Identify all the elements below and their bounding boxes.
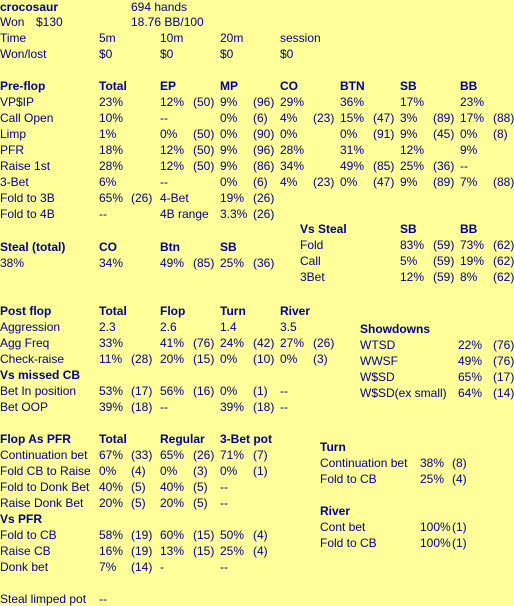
missed-cb-cell: (1) — [253, 384, 268, 398]
showdown-count: (17) — [493, 370, 514, 384]
postflop-col-header: Flop — [160, 304, 186, 318]
vs-steal-row-label: 3Bet — [300, 270, 325, 284]
preflop-cell: 4% — [280, 111, 298, 125]
time-col-header: session — [280, 31, 321, 45]
preflop-cell: 49% — [340, 159, 365, 173]
missed-cb-row-label: Bet In position — [0, 384, 77, 398]
bb-per-100: 18.76 BB/100 — [131, 15, 204, 29]
preflop-row-label: Call Open — [0, 111, 54, 125]
vs-pfr-cell: (4) — [253, 528, 268, 542]
postflop-cell: 33% — [99, 336, 124, 350]
postflop-cell: (42) — [253, 336, 275, 350]
vs-pfr-cell: (19) — [131, 528, 153, 542]
fold4b-label: Fold to 4B — [0, 207, 55, 221]
river-row-label: Cont bet — [320, 520, 366, 534]
steal-total-title: Steal (total) — [0, 240, 66, 254]
postflop-col-header: Total — [99, 304, 127, 318]
vs-pfr-cell: -- — [220, 560, 228, 574]
preflop-cell: (50) — [193, 159, 215, 173]
missed-cb-cell: 56% — [160, 384, 185, 398]
fold3b-label: Fold to 3B — [0, 191, 55, 205]
postflop-cell: 27% — [280, 336, 305, 350]
preflop-cell: 0% — [340, 127, 358, 141]
flop-pfr-cell: 20% — [160, 496, 185, 510]
flop-pfr-cell: (33) — [131, 448, 153, 462]
preflop-cell: (50) — [193, 95, 215, 109]
vs-steal-row-label: Call — [300, 254, 321, 268]
showdown-value: 64% — [458, 386, 483, 400]
vs-steal-cell: 12% — [400, 270, 425, 284]
vs-pfr-cell: 16% — [99, 544, 124, 558]
preflop-col-header: BTN — [340, 79, 365, 93]
postflop-row-label: Check-raise — [0, 352, 65, 366]
time-col-header: 10m — [160, 31, 184, 45]
preflop-title: Pre-flop — [0, 79, 46, 93]
postflop-cell: 0% — [220, 352, 238, 366]
preflop-cell: (89) — [433, 175, 455, 189]
preflop-cell: 23% — [99, 95, 124, 109]
preflop-cell: (6) — [253, 175, 268, 189]
preflop-cell: (86) — [253, 159, 275, 173]
vs-steal-cell: 19% — [460, 254, 485, 268]
flop-pfr-cell: -- — [220, 496, 228, 510]
preflop-cell: 9% — [400, 127, 418, 141]
steal-total-value: 38% — [0, 256, 25, 270]
vs-steal-cell: (62) — [493, 254, 514, 268]
flop-pfr-title: Flop As PFR — [0, 432, 71, 446]
showdown-count: (76) — [493, 354, 514, 368]
flop-pfr-row-label: Continuation bet — [0, 448, 88, 462]
vs-pfr-cell: 58% — [99, 528, 124, 542]
vs-steal-row-label: Fold — [300, 238, 324, 252]
postflop-title: Post flop — [0, 304, 52, 318]
turn-count: (8) — [452, 456, 467, 470]
flop-pfr-col-header: Regular — [160, 432, 205, 446]
preflop-cell: (89) — [433, 111, 455, 125]
showdown-label: WTSD — [360, 338, 396, 352]
vs-pfr-row-label: Fold to CB — [0, 528, 57, 542]
vs-pfr-cell: - — [160, 560, 164, 574]
preflop-cell: (91) — [373, 127, 395, 141]
missed-cb-cell: -- — [160, 400, 168, 414]
postflop-cell: 2.6 — [160, 320, 177, 334]
preflop-cell: (23) — [313, 111, 335, 125]
preflop-col-header: BB — [460, 79, 478, 93]
fourbet-label: 4-Bet — [160, 191, 189, 205]
postflop-cell: (10) — [253, 352, 275, 366]
flop-pfr-col-header: 3-Bet pot — [220, 432, 272, 446]
preflop-cell: 12% — [400, 143, 425, 157]
postflop-cell: (26) — [313, 336, 335, 350]
preflop-cell: 9% — [220, 143, 238, 157]
player-name: crocosaur — [0, 0, 59, 14]
preflop-cell: 15% — [340, 111, 365, 125]
postflop-cell: (28) — [131, 352, 153, 366]
preflop-cell: (96) — [253, 95, 275, 109]
preflop-col-header: MP — [220, 79, 238, 93]
preflop-cell: 29% — [280, 95, 305, 109]
preflop-row-label: Limp — [0, 127, 27, 141]
steal-co-value: 34% — [99, 256, 124, 270]
preflop-cell: (8) — [493, 127, 508, 141]
vs-steal-col-header: SB — [400, 222, 417, 236]
postflop-cell: 20% — [160, 352, 185, 366]
vs-steal-cell: (59) — [433, 270, 455, 284]
vs-pfr-cell: (14) — [131, 560, 153, 574]
postflop-cell: 2.3 — [99, 320, 116, 334]
fold4b-value: -- — [99, 207, 107, 221]
missed-cb-cell: 53% — [99, 384, 124, 398]
postflop-cell: 11% — [99, 352, 123, 366]
preflop-cell: 0% — [280, 127, 298, 141]
preflop-cell: 9% — [400, 175, 418, 189]
preflop-row-label: VP$IP — [0, 95, 35, 109]
showdown-count: (14) — [493, 386, 514, 400]
turn-value: 38% — [420, 456, 445, 470]
steal-btn-count: (85) — [193, 256, 215, 270]
flop-pfr-col-header: Total — [99, 432, 127, 446]
missed-cb-cell: (18) — [131, 400, 153, 414]
preflop-cell: 28% — [280, 143, 305, 157]
postflop-cell: 1.4 — [220, 320, 237, 334]
preflop-cell: 0% — [220, 111, 238, 125]
river-value: 100% — [420, 536, 451, 550]
flop-pfr-cell: -- — [220, 480, 228, 494]
wonlost-label: Won/lost — [0, 47, 47, 61]
flop-pfr-cell: 67% — [99, 448, 124, 462]
postflop-cell: (3) — [313, 352, 328, 366]
vs-steal-cell: (59) — [433, 238, 455, 252]
preflop-cell: 3% — [400, 111, 418, 125]
preflop-cell: -- — [160, 111, 168, 125]
turn-row-label: Fold to CB — [320, 472, 377, 486]
turn-row-label: Continuation bet — [320, 456, 408, 470]
steal-col-header: CO — [99, 240, 117, 254]
postflop-col-header: Turn — [220, 304, 246, 318]
vs-steal-cell: 83% — [400, 238, 425, 252]
preflop-col-header: Total — [99, 79, 127, 93]
preflop-cell: 9% — [460, 143, 478, 157]
flop-pfr-cell: 0% — [220, 464, 238, 478]
preflop-cell: (45) — [433, 127, 455, 141]
postflop-cell: (15) — [193, 352, 215, 366]
vs-pfr-cell: 25% — [220, 544, 245, 558]
preflop-cell: 6% — [99, 175, 117, 189]
showdown-label: WWSF — [360, 354, 398, 368]
preflop-cell: 12% — [160, 159, 185, 173]
preflop-cell: 31% — [340, 143, 365, 157]
steal-btn-value: 49% — [160, 256, 185, 270]
preflop-row-label: 3-Bet — [0, 175, 29, 189]
flop-pfr-cell: 40% — [160, 480, 185, 494]
flop-pfr-cell: 40% — [99, 480, 124, 494]
vs-pfr-row-label: Donk bet — [0, 560, 49, 574]
vs-steal-cell: 8% — [460, 270, 478, 284]
turn-count: (4) — [452, 472, 467, 486]
preflop-row-label: PFR — [0, 143, 24, 157]
hand-count: 694 hands — [131, 0, 188, 14]
preflop-cell: 34% — [280, 159, 305, 173]
vs-steal-cell: (59) — [433, 254, 455, 268]
flop-pfr-cell: 20% — [99, 496, 124, 510]
flop-pfr-cell: 0% — [160, 464, 178, 478]
flop-pfr-cell: (5) — [193, 480, 208, 494]
fourb-range-count: (26) — [253, 207, 275, 221]
preflop-cell: 17% — [460, 111, 485, 125]
missed-cb-cell: (17) — [131, 384, 153, 398]
fourbet-value: 19% — [220, 191, 245, 205]
preflop-cell: 28% — [99, 159, 124, 173]
preflop-cell: 17% — [400, 95, 425, 109]
vs-steal-col-header: BB — [460, 222, 478, 236]
flop-pfr-cell: (3) — [193, 464, 208, 478]
postflop-cell: 0% — [280, 352, 298, 366]
preflop-row-label: Raise 1st — [0, 159, 51, 173]
flop-pfr-cell: (5) — [131, 480, 146, 494]
vs-pfr-cell: (15) — [193, 528, 215, 542]
vs-steal-cell: (62) — [493, 238, 514, 252]
postflop-row-label: Agg Freq — [0, 336, 50, 350]
showdown-label: W$SD(ex small) — [360, 386, 447, 400]
time-col-header: 20m — [220, 31, 244, 45]
time-col-header: 5m — [99, 31, 116, 45]
preflop-cell: (96) — [253, 143, 275, 157]
preflop-cell: 12% — [160, 95, 185, 109]
preflop-cell: 0% — [340, 175, 358, 189]
preflop-cell: (85) — [373, 159, 395, 173]
preflop-col-header: EP — [160, 79, 177, 93]
showdown-value: 22% — [458, 338, 483, 352]
flop-pfr-row-label: Raise Donk Bet — [0, 496, 84, 510]
preflop-cell: (88) — [493, 111, 514, 125]
flop-pfr-row-label: Fold CB to Raise — [0, 464, 91, 478]
time-label: Time — [0, 31, 27, 45]
preflop-cell: 7% — [460, 175, 478, 189]
fold3b-value: 65% — [99, 191, 124, 205]
preflop-cell: (23) — [313, 175, 335, 189]
postflop-col-header: River — [280, 304, 311, 318]
missed-cb-cell: 39% — [99, 400, 124, 414]
flop-pfr-cell: 65% — [160, 448, 185, 462]
preflop-cell: -- — [460, 159, 468, 173]
preflop-cell: (6) — [253, 111, 268, 125]
fourbet-count: (26) — [253, 191, 275, 205]
vs-steal-cell: (62) — [493, 270, 514, 284]
vs-pfr-cell: (15) — [193, 544, 215, 558]
steal-sb-count: (36) — [253, 256, 275, 270]
flop-pfr-cell: 71% — [220, 448, 245, 462]
fold3b-count: (26) — [131, 191, 153, 205]
flop-pfr-cell: (1) — [253, 464, 268, 478]
postflop-row-label: Aggression — [0, 320, 61, 334]
preflop-col-header: CO — [280, 79, 298, 93]
preflop-cell: 0% — [220, 127, 238, 141]
flop-pfr-cell: (4) — [131, 464, 146, 478]
wonlost-value: $0 — [160, 47, 174, 61]
preflop-cell: 0% — [220, 175, 238, 189]
missed-cb-cell: -- — [280, 384, 288, 398]
preflop-cell: 0% — [460, 127, 478, 141]
vs-pfr-cell: (4) — [253, 544, 268, 558]
flop-pfr-cell: (5) — [193, 496, 208, 510]
vs-steal-cell: 73% — [460, 238, 485, 252]
wonlost-value: $0 — [99, 47, 113, 61]
river-value: 100% — [420, 520, 451, 534]
flop-pfr-cell: 0% — [99, 464, 117, 478]
preflop-cell: 4% — [280, 175, 298, 189]
wonlost-value: $0 — [220, 47, 234, 61]
vs-pfr-cell: 13% — [160, 544, 185, 558]
vs-missed-cb-title: Vs missed CB — [0, 368, 81, 382]
preflop-cell: 10% — [99, 111, 124, 125]
preflop-cell: 9% — [220, 95, 238, 109]
river-title: River — [320, 504, 351, 518]
missed-cb-cell: (18) — [253, 400, 275, 414]
vs-steal-cell: 5% — [400, 254, 418, 268]
showdown-value: 49% — [458, 354, 483, 368]
preflop-col-header: SB — [400, 79, 417, 93]
flop-pfr-cell: (7) — [253, 448, 268, 462]
showdown-count: (76) — [493, 338, 514, 352]
steal-limped-value: -- — [99, 592, 107, 606]
showdowns-title: Showdowns — [360, 322, 430, 336]
preflop-cell: -- — [160, 175, 168, 189]
preflop-cell: 12% — [160, 143, 185, 157]
river-count: (1) — [452, 536, 467, 550]
preflop-cell: 18% — [99, 143, 124, 157]
turn-title: Turn — [320, 440, 346, 454]
won-value: $130 — [36, 15, 63, 29]
vs-pfr-cell: 50% — [220, 528, 245, 542]
preflop-cell: 36% — [340, 95, 365, 109]
missed-cb-cell: (16) — [193, 384, 215, 398]
steal-col-header: SB — [220, 240, 237, 254]
steal-col-header: Btn — [160, 240, 180, 254]
vs-pfr-cell: (19) — [131, 544, 153, 558]
vs-pfr-title: Vs PFR — [0, 512, 43, 526]
steal-sb-value: 25% — [220, 256, 245, 270]
steal-limped-label: Steal limped pot — [0, 592, 87, 606]
preflop-cell: (47) — [373, 111, 395, 125]
preflop-cell: (47) — [373, 175, 395, 189]
postflop-cell: 41% — [160, 336, 185, 350]
preflop-cell: (36) — [433, 159, 455, 173]
preflop-cell: 0% — [160, 127, 178, 141]
river-row-label: Fold to CB — [320, 536, 377, 550]
missed-cb-cell: -- — [280, 400, 288, 414]
missed-cb-cell: 0% — [220, 384, 238, 398]
river-count: (1) — [452, 520, 467, 534]
preflop-cell: (90) — [253, 127, 275, 141]
preflop-cell: 1% — [99, 127, 117, 141]
won-label: Won — [0, 15, 25, 29]
flop-pfr-cell: (5) — [131, 496, 146, 510]
preflop-cell: 9% — [220, 159, 238, 173]
missed-cb-row-label: Bet OOP — [0, 400, 49, 414]
vs-pfr-cell: 7% — [99, 560, 117, 574]
vs-steal-title: Vs Steal — [300, 222, 347, 236]
flop-pfr-cell: (26) — [193, 448, 215, 462]
fourb-range-value: 3.3% — [220, 207, 248, 221]
preflop-cell: (50) — [193, 127, 215, 141]
preflop-cell: (88) — [493, 175, 514, 189]
postflop-cell: (76) — [193, 336, 215, 350]
preflop-cell: 25% — [400, 159, 425, 173]
vs-pfr-row-label: Raise CB — [0, 544, 51, 558]
showdown-label: W$SD — [360, 370, 395, 384]
missed-cb-cell: 39% — [220, 400, 245, 414]
preflop-cell: 23% — [460, 95, 485, 109]
preflop-cell: (50) — [193, 143, 215, 157]
fourb-range-label: 4B range — [160, 207, 209, 221]
postflop-cell: 24% — [220, 336, 245, 350]
flop-pfr-row-label: Fold to Donk Bet — [0, 480, 90, 494]
showdown-value: 65% — [458, 370, 483, 384]
wonlost-value: $0 — [280, 47, 294, 61]
vs-pfr-cell: 60% — [160, 528, 185, 542]
postflop-cell: 3.5 — [280, 320, 297, 334]
turn-value: 25% — [420, 472, 445, 486]
